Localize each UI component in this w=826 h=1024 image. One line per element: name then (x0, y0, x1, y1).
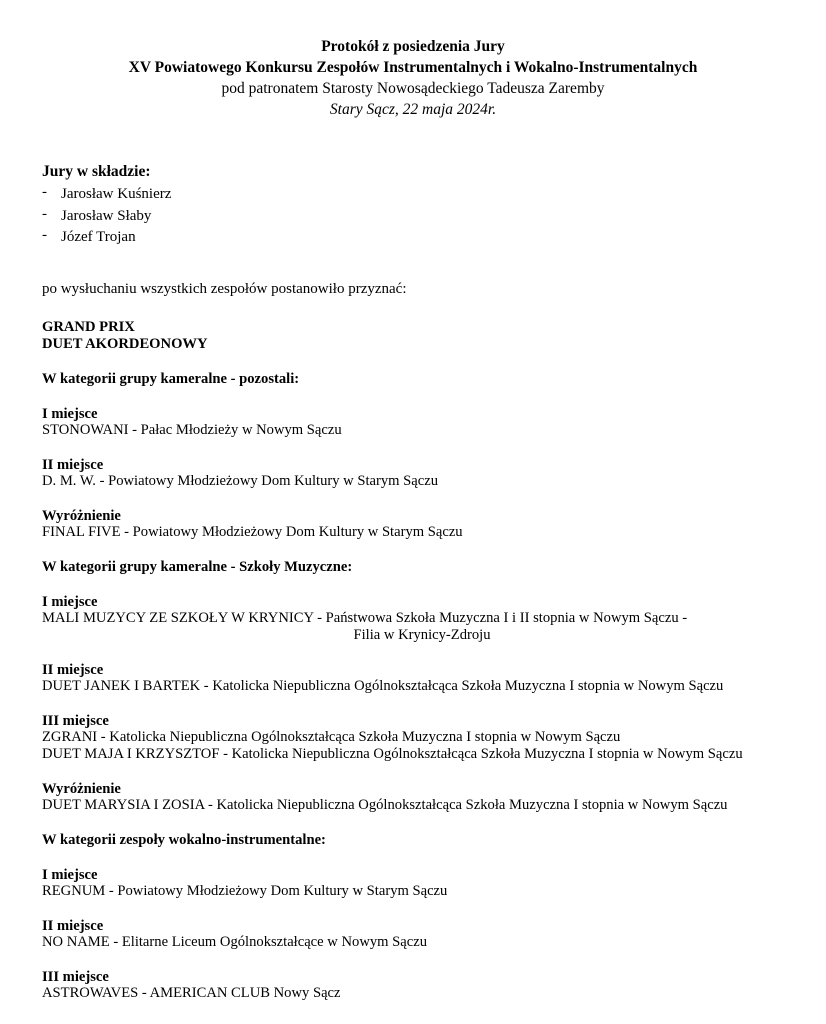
award-block (42, 406, 802, 439)
jury-member-name: Jarosław Kuśnierz (61, 186, 172, 202)
award-entry: ZGRANI - Katolicka Niepubliczna Ogólnokształcąca Szkoła Muzyczna I stopnia w Nowym Sączu (42, 728, 621, 745)
jury-title: Jury w składzie: (42, 163, 151, 180)
award-entry: D. M. W. - Powiatowy Młodzieżowy Dom Kultury w Starym Sączu (42, 472, 439, 489)
document-header (0, 36, 826, 120)
award-place: I miejsce (42, 866, 98, 883)
award-block (42, 508, 802, 541)
award-block (42, 457, 802, 490)
award-entry: MALI MUZYCY ZE SZKOŁY W KRYNICY - Państwowa Szkoła Muzyczna I i II stopnia w Nowym Sączu - (42, 609, 688, 626)
award-place: III miejsce (42, 968, 109, 985)
award-place: I miejsce (42, 593, 98, 610)
jury-member-name: Jarosław Słaby (61, 207, 152, 224)
award-block (42, 781, 802, 814)
award-block (42, 594, 802, 644)
award-place: II miejsce (42, 456, 104, 473)
award-entry: DUET JANEK I BARTEK - Katolicka Niepubliczna Ogólnokształcąca Szkoła Muzyczna I stopnia w Nowym Sączu (42, 677, 724, 694)
award-entry: REGNUM - Powiatowy Młodzieżowy Dom Kultury w Starym Sączu (42, 882, 448, 899)
award-entry: DUET MARYSIA I ZOSIA - Katolicka Niepubliczna Ogólnokształcąca Szkoła Muzyczna I stopnia w Nowym Sączu (42, 796, 728, 813)
place-date-line: Stary Sącz, 22 maja 2024r. (329, 101, 497, 118)
grand-prix (42, 319, 802, 353)
award-place: Wyróżnienie (42, 780, 121, 797)
grand-prix-label: GRAND PRIX (42, 318, 135, 335)
award-block (42, 867, 802, 900)
dash-bullet: - (42, 184, 47, 200)
award-place: I miejsce (42, 405, 98, 422)
award-place: II miejsce (42, 917, 104, 934)
award-entry: FINAL FIVE - Powiatowy Młodzieżowy Dom Kultury w Starym Sączu (42, 523, 463, 540)
award-block (42, 662, 802, 695)
category-title: W kategorii zespoły wokalno-instrumentalne: (42, 831, 326, 848)
document-body (42, 162, 802, 1002)
intro-text: po wysłuchaniu wszystkich zespołów postanowiło przyznać: (42, 280, 407, 297)
award-block (42, 713, 802, 763)
jury-member-name: Józef Trojan (61, 229, 136, 245)
award-entry: NO NAME - Elitarne Liceum Ogólnokształcące w Nowym Sączu (42, 933, 427, 950)
patronage-line: pod patronatem Starosty Nowosądeckiego Tadeusza Zaremby (221, 80, 605, 97)
jury-list (42, 184, 802, 249)
award-entry: ASTROWAVES - AMERICAN CLUB Nowy Sącz (42, 984, 341, 1001)
award-place: III miejsce (42, 712, 109, 729)
jury-member (42, 227, 802, 249)
award-entry-continuation: Filia w Krynicy-Zdroju (353, 626, 491, 643)
dash-bullet: - (42, 205, 47, 222)
category-title: W kategorii grupy kameralne - Szkoły Muzyczne: (42, 558, 353, 575)
award-place: Wyróżnienie (42, 507, 121, 524)
contest-title: XV Powiatowego Konkursu Zespołów Instrumentalnych i Wokalno-Instrumentalnych (128, 59, 698, 76)
award-entry: STONOWANI - Pałac Młodzieży w Nowym Sączu (42, 421, 342, 438)
jury-member (42, 184, 802, 206)
grand-prix-winner: DUET AKORDEONOWY (42, 335, 208, 352)
award-place: II miejsce (42, 661, 104, 678)
category-title: W kategorii grupy kameralne - pozostali: (42, 370, 300, 387)
award-block (42, 969, 802, 1002)
award-entry: DUET MAJA I KRZYSZTOF - Katolicka Niepubliczna Ogólnokształcąca Szkoła Muzyczna I stopnia w Nowym Sączu (42, 745, 743, 762)
award-block (42, 918, 802, 951)
protocol-title: Protokół z posiedzenia Jury (321, 38, 505, 55)
dash-bullet: - (42, 227, 47, 243)
jury-member (42, 206, 802, 228)
